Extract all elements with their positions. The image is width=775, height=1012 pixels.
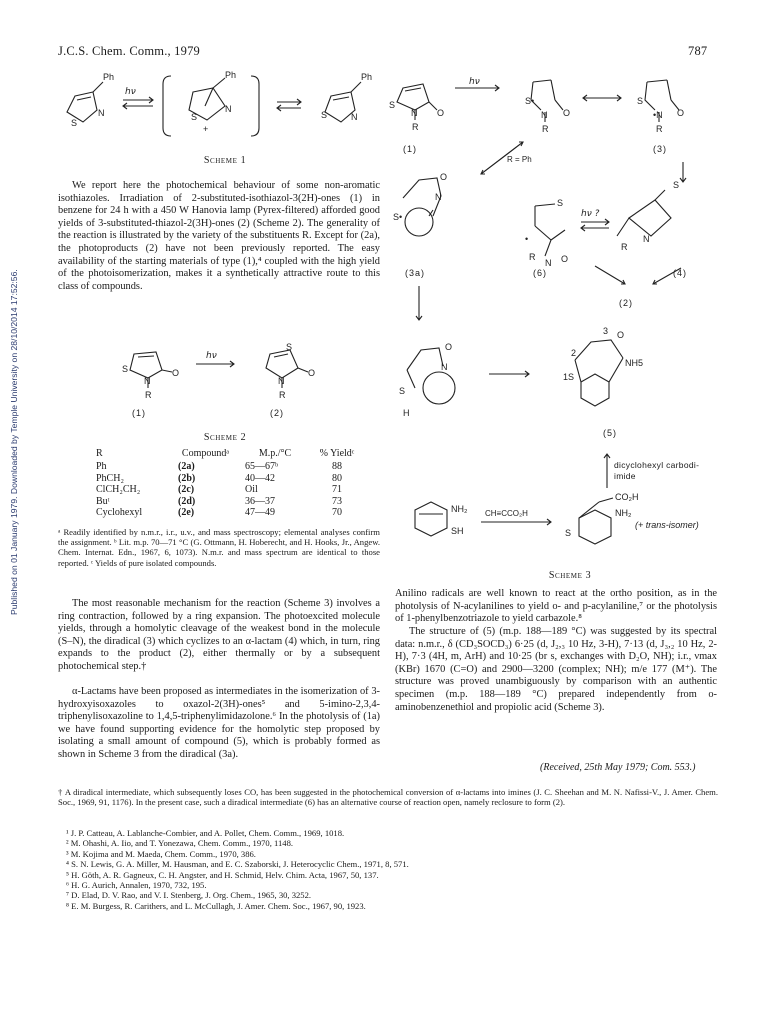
svg-text:Ph: Ph [361,72,373,82]
svg-text:S: S [389,100,396,110]
cell-compound: (2d) [178,495,196,507]
references-list [66,828,716,911]
scheme2-label: Scheme 2 [203,432,247,443]
scheme3-hv-question: hν ? [581,209,600,219]
scheme3-reagent: dicyclohexyl carbodi-imide [614,460,700,481]
cell-r: PhCH₂ [96,472,124,484]
mechanism-paragraph-2: α-Lactams have been proposed as intermediates in the isomerization of 3-hydroxyisoxazoles to oxazol-2(3H)-ones⁵ and 5-imino-2,3,4-triphenylisoxazoline to 1,4,5-triphenylimidazolone.⁶ In the photolysis of (1a) we have found supporting evidence for the homolytic step proposed by isolating a small amount of compound (5), which is probably formed as shown in Scheme 3 from the diradical (3a). [58,686,380,760]
received-line: (Received, 25th May 1979; Com. 553.) [540,762,696,773]
svg-text:S•: S• [393,212,403,222]
cell-yield: 88 [332,461,342,472]
svg-text:•: • [525,234,529,244]
svg-text:N: N [144,376,151,386]
svg-text:O: O [308,368,316,378]
scheme2-compound-1-label: (1) [132,408,146,418]
download-side-note: Published on 01 January 1979. Downloaded by Temple University on 28/10/2014 17:52:56. [9,269,19,615]
scheme3-co2h-text: CO₂H [615,492,639,502]
svg-text:O: O [445,342,453,352]
svg-text:NH5: NH5 [625,358,644,368]
cell-yield: 73 [332,495,342,507]
svg-text:S: S [565,528,572,538]
cell-yield: 70 [332,507,342,518]
svg-text:Ph: Ph [103,72,115,82]
page-number: 787 [688,44,708,58]
svg-text:N: N [541,110,548,120]
svg-text:O: O [437,108,445,118]
svg-text:N: N [278,376,285,386]
table-row [90,461,363,473]
intro-paragraph: We report here the photochemical behaviour of some non-aromatic isothiazoles. Irradiation of 2-substituted-isothiazol-3(2H)-ones (1) in benzene for 24 h with a 450 W Hanovia lamp (Pyrex-filtered) afforded good yields of 3-substituted-thiazol-2(3H)-ones (2) (Scheme 2). The generality of the reaction is illustrated by the variety of the substituents R. Except for (2a), the photoproducts (2) have not been previously reported. The easy availability of the starting materials of type (1),⁴ coupled with the high yield of the photoisomerization, makes it a synthetically attractive route to this class of compounds. [58,180,380,292]
cell-r: Buᵗ [96,495,110,507]
svg-text:N: N [435,192,442,202]
reference-item: ⁸ E. M. Burgess, R. Carithers, and L. McCullagh, J. Amer. Chem. Soc., 1967, 90, 1923. [66,900,366,911]
table-row [90,473,363,485]
svg-text:R: R [621,242,628,252]
reference-item: ⁶ H. G. Aurich, Annalen, 1970, 732, 195. [66,880,207,891]
scheme2-compound-2-label: (2) [270,408,284,418]
svg-text:S: S [321,110,328,120]
table-row [90,484,363,496]
scheme3-alkyne: CH≡CCO₂H [485,509,528,518]
svg-text:N: N [98,108,105,118]
scheme3-label-5: (5) [603,428,617,438]
svg-text:N: N [441,362,448,372]
scheme3-label-1: (1) [403,144,417,154]
svg-text:R: R [145,390,152,400]
svg-text:O: O [563,108,571,118]
mechanism-paragraph-1: The most reasonable mechanism for the reaction (Scheme 3) involves a ring contraction, followed by a ring expansion. The photoexcited molecule yields, through a homolytic cleavage of the weakest bond in the molecule (S–N), the diradical (3) which cyclizes to an α-lactam (4) which, in turn, ring expands to the product (2), either thermally or by a subsequent photochemical step.† [58,598,380,672]
svg-text:+: + [203,124,209,134]
svg-text:O: O [440,172,448,182]
svg-text:S•: S• [525,96,535,106]
svg-text:N: N [351,112,358,122]
scheme3-label-3a: (3a) [405,268,426,278]
col-header-mp: M.p./°C [258,448,292,459]
cell-mp: 36—37 [245,495,275,507]
scheme3-label-4: (4) [673,268,687,278]
scheme3-drawing [385,70,730,570]
cell-compound: (2c) [178,484,195,495]
table-row [90,507,363,519]
svg-text:R: R [656,124,663,134]
svg-text:O: O [677,108,685,118]
cell-r: Cyclohexyl [96,507,143,518]
svg-text:S: S [122,364,129,374]
scheme3-product-nh2-text: NH₂ [615,508,632,518]
svg-text:•N: •N [653,110,663,120]
table-header-row [90,448,363,461]
journal-header: J.C.S. Chem. Comm., 1979 [58,44,200,58]
reference-item: ³ M. Kojima and M. Maeda, Chem. Comm., 1970, 386. [66,848,256,859]
col-header-r: R [96,448,103,459]
dagger-footnote: † A diradical intermediate, which subsequently loses CO, has been suggested in the photochemical conversion of α-lactams into imines (J. C. Sheehan and M. N. Nafissi-V., J. Amer. Chem. Soc., 1969, 91, 1176). In the present case, such a diradical intermediate (6) has an alternative course of reaction open, namely reclosure to form (2). [58,787,718,808]
scheme3-label: Scheme 3 [548,570,592,581]
svg-text:O: O [617,330,625,340]
cell-yield: 80 [332,472,342,484]
scheme1-label: Scheme 1 [203,155,247,166]
svg-text:O: O [172,368,180,378]
cell-compound: (2b) [178,472,196,484]
cell-mp: 65—67ᵇ [245,461,279,472]
reference-item: ¹ J. P. Catteau, A. Lablanche-Combier, and A. Pollet, Chem. Comm., 1969, 1018. [66,828,345,838]
svg-text:S: S [637,96,644,106]
cell-yield: 71 [332,484,342,495]
scheme3-label-3: (3) [653,144,667,154]
scheme3-product-label: (+ trans-isomer) [635,520,699,530]
svg-text:H: H [403,408,410,418]
right-paragraph-2: The structure of (5) (m.p. 188—189 °C) was suggested by its spectral data: n.m.r., δ (CD₃SOCD₃) 6·25 (d, J₂,₃ 10 Hz, 3-H), 7·13 (d, J₃,₂ 10 Hz, 2-H), 7·3 (4H, m, ArH) and 10·25 (br s, exchanges with D₂O, NH); i.r., νmax (KBr) 1670 (C=O) and 2900—3200 (complex; NH); m/e 177 (M⁺). The structure was proved unambiguously by comparison with an authentic specimen (m.p. 188—189 °C) prepared independently from o-aminobenzenethiol and propiolic acid (Scheme 3). [395,626,717,713]
scheme2-drawing [110,338,350,418]
cell-compound: (2a) [178,461,195,472]
svg-text:S: S [71,118,78,128]
svg-text:N: N [545,258,552,268]
col-header-yield: % Yieldᶜ [319,448,355,459]
svg-text:R: R [279,390,286,400]
col-header-compound: Compoundᵃ [181,448,230,459]
svg-text:S: S [191,112,198,122]
cell-r: ClCH₂CH₂ [96,484,141,495]
reference-item: ² M. Ohashi, A. Iio, and T. Yonezawa, Chem. Comm., 1970, 1148. [66,838,294,849]
scheme1-hv: hν [125,87,136,97]
cell-mp: Oil [245,484,258,495]
svg-text:O: O [561,254,569,264]
svg-text:3: 3 [603,326,609,336]
svg-text:S: S [673,180,680,190]
svg-text:R: R [529,252,536,262]
svg-text:Ph: Ph [225,70,237,80]
svg-text:N: N [411,108,418,118]
svg-text:S: S [399,386,406,396]
cell-mp: 40—42 [245,472,275,484]
scheme1-drawing [55,68,385,148]
scheme3-label-2: (2) [619,298,633,308]
scheme2-hv: hν [206,351,217,361]
svg-text:S: S [557,198,564,208]
cell-compound: (2e) [178,507,195,518]
scheme3-hv: hν [469,77,480,87]
scheme2-table [90,448,363,519]
svg-text:N: N [225,104,232,114]
cell-mp: 47—49 [245,507,275,518]
table-row [90,496,363,508]
svg-text:R: R [542,124,549,134]
svg-text:1S: 1S [563,372,575,382]
reference-item: ⁴ S. N. Lewis, G. A. Miller, M. Hausman, and E. C. Szaborski, J. Heterocyclic Chem., 1971, 8, 571. [66,859,409,870]
svg-text:N: N [643,234,650,244]
scheme3-sh-text: SH [451,526,464,536]
scheme3-r-ph: R = Ph [507,155,532,164]
right-paragraph-1: Anilino radicals are well known to react at the ortho position, as in the photolysis of N-acylanilines to yield o- and p-acylaniline,⁷ or the photolysis of 1-phenylbenzotriazole to yield carbazole.⁸ [395,588,717,625]
cell-r: Ph [96,461,107,472]
svg-text:R: R [412,122,419,132]
reference-item: ⁵ H. Göth, A. R. Gagneux, C. H. Angster, and H. Schmid, Helv. Chim. Acta, 1967, 50, 137. [66,869,379,880]
scheme3-label-6: (6) [533,268,547,278]
scheme2-footnote: ᵃ Readily identified by n.m.r., i.r., u.v., and mass spectroscopy; elemental analyses confirm the assignment. ᵇ Lit. m.p. 70—71 °C (G. Ottmann, H. Hoberecht, and H. Hooks, Jr., Angew. Chem. Internat. Edn., 1967, 6, 1073). N.m.r. and mass spectrum are identical to those reported. ᶜ Yields of pure isolated compounds. [58,527,380,568]
scheme3-nh2-text: NH₂ [451,504,468,514]
svg-text:S: S [286,342,293,352]
svg-text:2: 2 [571,348,577,358]
reference-item: ⁷ D. Elad, D. V. Rao, and V. I. Stenberg, J. Org. Chem., 1965, 30, 3252. [66,890,312,901]
